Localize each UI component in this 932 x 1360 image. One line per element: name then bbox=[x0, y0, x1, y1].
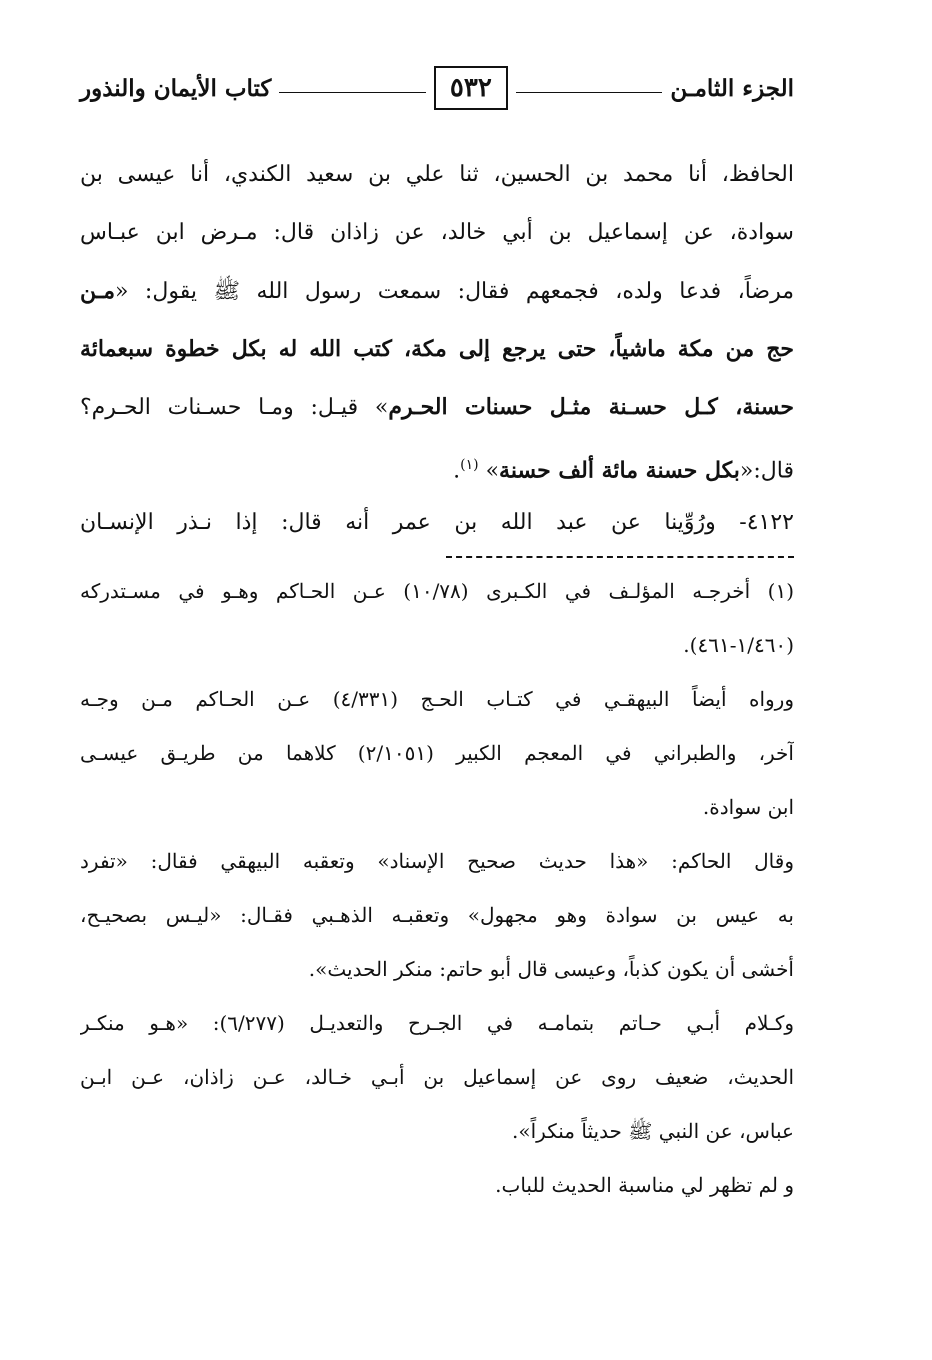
footnotes bbox=[80, 564, 794, 1212]
text-line: ٤١٢٢- ورُوِّينا عن عبد الله بن عمر أنه قال: إذا نـذر الإنسـان bbox=[80, 510, 794, 535]
text-segment: » bbox=[485, 458, 500, 484]
running-header bbox=[80, 60, 794, 116]
footnote-line: عباس، عن النبي ﷺ حديثاً منكراً». bbox=[512, 1119, 794, 1143]
text-line: الحافظ، أنا محمد بن الحسين، ثنا علي بن سعيد الكندي، أنا عيسى بن bbox=[80, 162, 794, 187]
page bbox=[80, 60, 794, 1212]
text-line bbox=[80, 262, 794, 320]
header-rule bbox=[279, 92, 425, 93]
footnote-line: وكـلام أبـي حـاتم بتمامـه في الجـرح والتعديـل (٦/٢٧٧): «هـو منكـر bbox=[80, 1011, 794, 1035]
text-line bbox=[80, 436, 794, 494]
header-rule bbox=[516, 92, 662, 93]
footnote-line: آخر، والطبراني في المعجم الكبير (٢/١٠٥١) كلاهما من طريـق عيسـى bbox=[80, 741, 794, 765]
footnote-separator bbox=[446, 556, 794, 558]
text-line bbox=[80, 378, 794, 436]
footnote-line: و لم تظهر لي مناسبة الحديث للباب. bbox=[495, 1173, 794, 1197]
page-number: ٥٣٢ bbox=[434, 66, 508, 110]
text-line: سوادة، عن إسماعيل بن أبي خالد، عن زاذان قال: مـرض ابن عبـاس bbox=[80, 220, 794, 245]
footnote-line: أخشى أن يكون كذباً، وعيسى قال أبو حاتم: منكر الحديث». bbox=[308, 957, 794, 981]
footnote-line: وقال الحاكم: «هذا حديث صحيح الإسناد» وتعقبه البيهقي فقال: «تفرد bbox=[80, 849, 794, 873]
hadith-text: حسنة، كـل حسـنة مثـل حسنات الحـرم bbox=[388, 394, 794, 420]
footnote-line: (١) أخرجـه المؤلـف في الكـبرى (١٠/٧٨) عـن الحـاكم وهـو في مسـتدركه bbox=[80, 579, 794, 603]
main-text bbox=[80, 146, 794, 552]
footnote-line: ابن سوادة. bbox=[702, 795, 794, 819]
hadith-line: حج من مكة ماشياً، حتى يرجع إلى مكة، كتب الله له بكل خطوة سبعمائة bbox=[80, 336, 794, 362]
text-segment: » قيـل: ومـا حسـنات الحـرم؟ bbox=[80, 395, 389, 420]
text-segment: . bbox=[453, 458, 461, 484]
part-label: الجزء الثامـن bbox=[670, 74, 794, 102]
hadith-text: بكل حسنة مائة ألف حسنة bbox=[499, 457, 740, 484]
footnote-line: ورواه أيضاً البيهقـي في كتـاب الحـج (٤/٣٣١) عـن الحـاكم مـن وجـه bbox=[80, 687, 794, 711]
text-segment: مرضاً، فدعا ولده، فجمعهم فقال: سمعت رسول الله ﷺ يقول: « bbox=[114, 279, 794, 304]
footnote-reference: (١) bbox=[460, 457, 479, 473]
footnote-line: (١/٤٦٠-٤٦١). bbox=[683, 633, 794, 657]
footnote-line: الحديث، ضعيف روى عن إسماعيل بن أبـي خـالد، عـن زاذان، عـن ابـن bbox=[80, 1065, 794, 1089]
book-title: كتاب الأيمان والنذور bbox=[79, 74, 272, 102]
text-segment: قال:« bbox=[739, 458, 794, 484]
hadith-text: مـن bbox=[80, 278, 115, 304]
footnote-line: به عيس بن سوادة وهو مجهول» وتعقبـه الذهـبي فقـال: «ليـس بصحيـح، bbox=[80, 903, 794, 927]
